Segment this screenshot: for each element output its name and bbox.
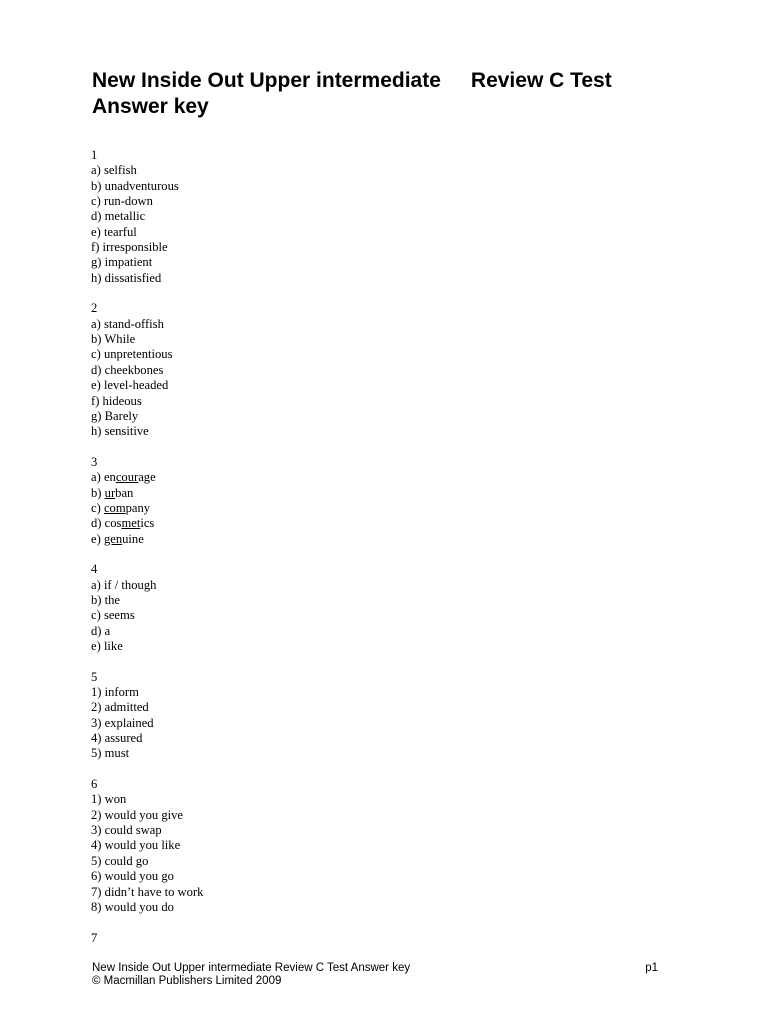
stressed-syllable: met — [121, 516, 141, 531]
answer-text: unpretentious — [103, 347, 173, 362]
answer-label: 2) — [91, 807, 105, 822]
exercise-section — [91, 931, 203, 946]
exercise-section — [91, 777, 203, 915]
answer-text: run-down — [103, 194, 153, 209]
answer-item — [91, 624, 203, 639]
answer-item — [91, 869, 203, 884]
answer-label: b) — [91, 178, 105, 193]
exercise-number: 5 — [91, 669, 98, 684]
answer-item — [91, 179, 203, 194]
answer-text: irresponsible — [102, 240, 168, 255]
answer-text: would you do — [104, 899, 174, 914]
answer-text: inform — [104, 685, 139, 700]
stressed-syllable: cour — [115, 470, 139, 485]
answer-item — [91, 716, 203, 731]
answer-text: Barely — [104, 408, 139, 423]
answer-item — [91, 685, 203, 700]
footer-copyright: © Macmillan Publishers Limited 2009 — [92, 975, 282, 987]
answer-item — [91, 194, 203, 209]
exercise-number: 7 — [91, 930, 98, 945]
exercise-number: 3 — [91, 454, 98, 469]
answer-label: f) — [91, 240, 103, 255]
page-footer — [92, 962, 658, 988]
answer-item — [91, 378, 203, 393]
answer-label: c) — [91, 347, 104, 362]
answer-text: would you go — [104, 869, 174, 884]
exercise-section — [91, 562, 203, 654]
answer-label: e) — [91, 639, 104, 653]
answer-label: e) — [91, 224, 104, 239]
answer-item — [91, 838, 203, 853]
answer-item — [91, 501, 203, 516]
answer-text: won — [104, 792, 127, 807]
answer-label: 5) — [91, 746, 105, 761]
stressed-syllable: com — [103, 500, 126, 515]
answer-item — [91, 792, 203, 807]
answer-label: a) — [91, 163, 104, 178]
answer-text-end: ics — [140, 516, 155, 531]
answer-text: admitted — [104, 700, 149, 715]
answer-label: h) — [91, 424, 105, 439]
answer-item — [91, 317, 203, 332]
footer-document-name: New Inside Out Upper intermediate Review C Test Answer key — [92, 962, 411, 974]
answer-text: explained — [104, 715, 154, 730]
answer-label: h) — [91, 270, 105, 285]
answer-label: a) — [91, 470, 104, 485]
answer-text: assured — [104, 731, 143, 746]
answer-label: 1) — [91, 792, 105, 807]
title-course: New Inside Out Upper intermediate — [92, 69, 441, 92]
answer-list — [91, 148, 203, 961]
answer-item — [91, 394, 203, 409]
answer-item — [91, 240, 203, 255]
stressed-syllable: gen — [103, 531, 123, 546]
answer-item — [91, 486, 203, 501]
answer-label: d) — [91, 362, 105, 377]
exercise-section — [91, 148, 203, 286]
answer-text: didn’t have to work — [104, 884, 204, 899]
answer-item — [91, 163, 203, 178]
exercise-number: 6 — [91, 777, 98, 792]
exercise-number: 1 — [91, 148, 98, 162]
answer-label: g) — [91, 255, 105, 270]
answer-item — [91, 808, 203, 823]
stressed-syllable: ur — [104, 485, 116, 500]
answer-text: While — [104, 332, 136, 347]
answer-item — [91, 363, 203, 378]
answer-text: hideous — [102, 393, 142, 408]
answer-item — [91, 470, 203, 485]
footer-page-number: p1 — [645, 962, 658, 974]
answer-label: f) — [91, 393, 103, 408]
answer-text: could swap — [104, 823, 162, 838]
answer-item — [91, 209, 203, 224]
answer-label: 8) — [91, 899, 105, 914]
answer-text: cheekbones — [104, 362, 164, 377]
answer-label: 3) — [91, 823, 105, 838]
answer-text-end: age — [138, 470, 156, 485]
answer-label: 4) — [91, 838, 105, 853]
answer-label: c) — [91, 608, 104, 623]
answer-text: unadventurous — [104, 178, 179, 193]
answer-text: stand-offish — [103, 316, 164, 331]
answer-label: 7) — [91, 884, 105, 899]
answer-label: c) — [91, 194, 104, 209]
answer-item — [91, 578, 203, 593]
answer-label: d) — [91, 623, 105, 638]
answer-item — [91, 854, 203, 869]
answer-text-end: uine — [122, 531, 144, 546]
answer-text: level-headed — [103, 378, 169, 393]
answer-text: impatient — [104, 255, 153, 270]
answer-label: 1) — [91, 685, 105, 700]
exercise-section — [91, 455, 203, 547]
answer-item — [91, 639, 203, 654]
answer-label: 3) — [91, 715, 105, 730]
answer-label: b) — [91, 332, 105, 347]
answer-item — [91, 746, 203, 761]
answer-text-end: pany — [125, 500, 151, 515]
answer-text: would you like — [104, 838, 181, 853]
answer-item — [91, 823, 203, 838]
answer-label: 5) — [91, 853, 105, 868]
answer-text: a — [104, 623, 111, 638]
answer-label: 6) — [91, 869, 105, 884]
answer-label: c) — [91, 500, 104, 515]
exercise-section — [91, 670, 203, 762]
answer-label: a) — [91, 577, 104, 592]
document-title — [92, 68, 712, 120]
answer-item — [91, 332, 203, 347]
answer-label: a) — [91, 316, 104, 331]
answer-label: d) — [91, 209, 105, 224]
answer-item — [91, 900, 203, 915]
answer-item — [91, 608, 203, 623]
answer-text: if / though — [103, 577, 157, 592]
answer-item — [91, 731, 203, 746]
answer-item — [91, 516, 203, 531]
answer-text: must — [104, 746, 130, 761]
answer-item — [91, 347, 203, 362]
answer-text: selfish — [103, 163, 137, 178]
answer-text: would you give — [104, 807, 183, 822]
answer-text: sensitive — [104, 424, 149, 439]
answer-text: dissatisfied — [104, 270, 162, 285]
answer-text: the — [104, 592, 121, 607]
answer-text: like — [103, 639, 123, 653]
answer-text: tearful — [103, 224, 137, 239]
answer-text-end: ban — [115, 485, 134, 500]
answer-label: e) — [91, 531, 104, 546]
answer-label: b) — [91, 485, 105, 500]
answer-label: g) — [91, 408, 105, 423]
exercise-section — [91, 301, 203, 439]
answer-item — [91, 885, 203, 900]
exercise-number: 4 — [91, 562, 98, 577]
answer-item — [91, 700, 203, 715]
answer-text: cos — [104, 516, 122, 531]
answer-item — [91, 271, 203, 286]
answer-text: en — [103, 470, 116, 485]
title-test: Review C Test — [470, 69, 612, 92]
answer-label: e) — [91, 378, 104, 393]
answer-text: seems — [103, 608, 135, 623]
answer-text: could go — [104, 853, 149, 868]
answer-label: b) — [91, 592, 105, 607]
exercise-number: 2 — [91, 301, 98, 316]
answer-item — [91, 424, 203, 439]
answer-item — [91, 409, 203, 424]
answer-label: 2) — [91, 700, 105, 715]
answer-label: 4) — [91, 731, 105, 746]
answer-item — [91, 593, 203, 608]
answer-item — [91, 225, 203, 240]
answer-label: d) — [91, 516, 105, 531]
title-answer-key: Answer key — [92, 95, 209, 118]
answer-item — [91, 532, 203, 547]
answer-text: metallic — [104, 209, 146, 224]
answer-item — [91, 255, 203, 270]
